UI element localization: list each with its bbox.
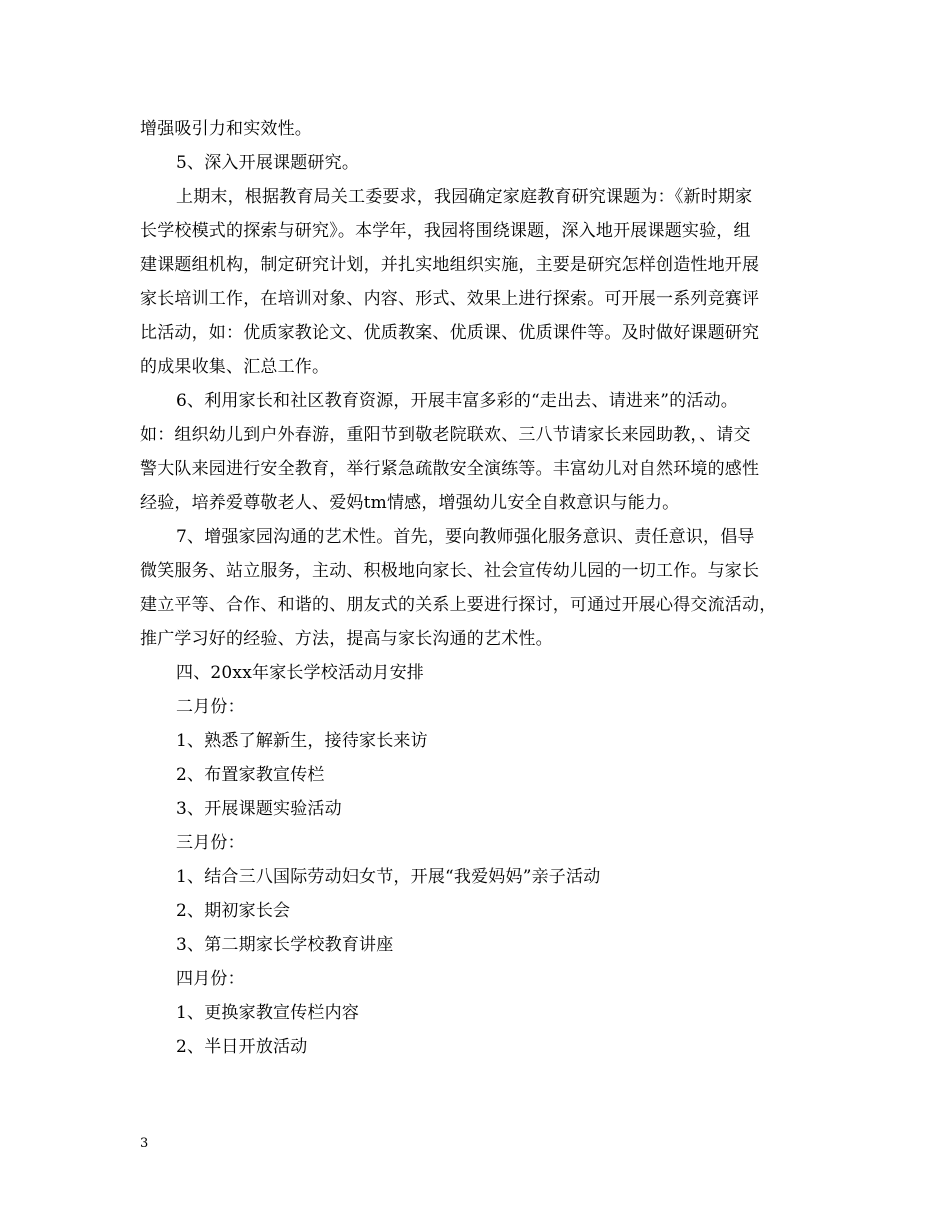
- text-line: 建立平等、合作、和谐的、朋友式的关系上要进行探讨，可通过开展心得交流活动，: [140, 595, 777, 615]
- text-line: 三月份：: [176, 833, 245, 853]
- text-line: 推广学习好的经验、方法，提高与家长沟通的艺术性。: [140, 629, 553, 649]
- text-line: 长学校模式的探索与研究》。本学年，我园将围绕课题，深入地开展课题实验，组: [140, 221, 751, 241]
- text-line: 1、熟悉了解新生，接待家长来访: [176, 731, 428, 751]
- text-line: 上期末，根据教育局关工委要求，我园确定家庭教育研究课题为：《新时期家: [176, 187, 753, 207]
- text-line: 3、第二期家长学校教育讲座: [176, 935, 394, 955]
- text-line: 7、增强家园沟通的艺术性。首先，要向教师强化服务意识、责任意识，倡导: [176, 527, 755, 547]
- text-line: 二月份：: [176, 697, 245, 717]
- text-line: 1、更换家教宣传栏内容: [176, 1003, 360, 1023]
- text-line: 3、开展课题实验活动: [176, 799, 342, 819]
- text-line: 四、20xx年家长学校活动月安排: [176, 663, 425, 683]
- text-line: 增强吸引力和实效性。: [140, 119, 312, 139]
- page-number: 3: [140, 1136, 149, 1151]
- document-body: [140, 112, 812, 1064]
- text-line: 家长培训工作，在培训对象、内容、形式、效果上进行探索。可开展一系列竞赛评: [140, 289, 760, 309]
- text-line: 比活动，如：优质家教论文、优质教案、优质课、优质课件等。及时做好课题研究: [140, 323, 760, 343]
- text-line: 警大队来园进行安全教育，举行紧急疏散安全演练等。丰富幼儿对自然环境的感性: [140, 459, 760, 479]
- text-line: 建课题组机构，制定研究计划，并扎实地组织实施，主要是研究怎样创造性地开展: [140, 255, 760, 275]
- text-line: 经验，培养爱尊敬老人、爱妈tm情感，增强幼儿安全自救意识与能力。: [140, 493, 680, 513]
- text-line: 的成果收集、汇总工作。: [140, 357, 330, 377]
- text-line: 如：组织幼儿到户外春游，重阳节到敬老院联欢、三八节请家长来园助教，、请交: [140, 425, 751, 445]
- text-line: 2、期初家长会: [176, 901, 291, 921]
- text-line: 四月份：: [176, 969, 245, 989]
- text-line: 2、布置家教宣传栏: [176, 765, 325, 785]
- text-line: 2、半日开放活动: [176, 1037, 308, 1057]
- text-line: 5、深入开展课题研究。: [176, 153, 360, 173]
- text-line: 6、利用家长和社区教育资源，开展丰富多彩的“走出去、请进来”的活动。: [176, 391, 738, 411]
- text-line: 1、结合三八国际劳动妇女节，开展“我爱妈妈”亲子活动: [176, 867, 601, 887]
- text-line: 微笑服务、站立服务，主动、积极地向家长、社会宣传幼儿园的一切工作。与家长: [140, 561, 760, 581]
